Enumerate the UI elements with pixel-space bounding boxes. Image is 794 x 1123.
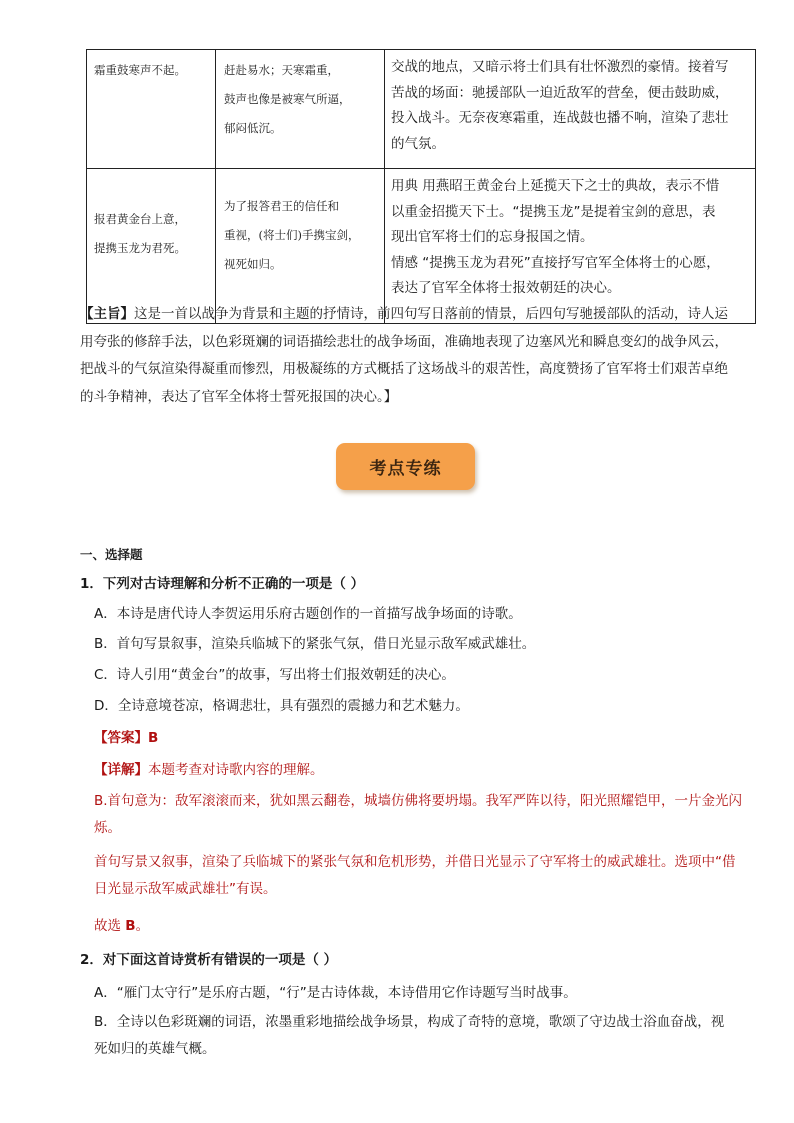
explanation-1: B.首句意为：敌军滚滚而来，犹如黑云翻卷，城墙仿佛将要坍塌。我军严阵以待，阳光照耀铠甲，一片金光闪烁。 [94, 793, 743, 836]
question-2-option-a: A．“雁门太守行”是乐府古题，“行”是古诗体裁，本诗借用它作诗题写当时战事。 [94, 985, 577, 1001]
translation-line: 重视，(将士们)手携宝剑， [224, 228, 360, 242]
question-1-option-a: A．本诗是唐代诗人李贺运用乐府古题创作的一首描写战争场面的诗歌。 [94, 606, 522, 622]
conclusion-prefix: 故选 [94, 918, 126, 934]
analysis-line: 现出官军将士们的忘身报国之情。 [391, 229, 594, 245]
translation-line: 视死如归。 [224, 257, 282, 271]
translation-line: 为了报答君王的信任和 [224, 199, 339, 213]
translation-cell [216, 50, 385, 169]
main-idea-text: 这是一首以战争为背景和主题的抒情诗，前四句写日落前的情景，后四句写驰援部队的活动，诗人运用夸张的修辞手法，以色彩斑斓的词语描绘悲壮的战争场面，准确地表现了边塞风光和瞬息变幻的战争风云，把战斗的气氛渲染得凝重而惨烈，用极凝练的方式概括了这场战斗的艰苦性，高度赞扬了官军将士们艰苦卓绝的斗争精神，表达了官军全体将士誓死报国的决心。】 [80, 306, 728, 405]
question-1-option-b: B．首句写景叙事，渲染兵临城下的紧张气氛，借日光显示敌军威武雄壮。 [94, 636, 536, 652]
translation-line: 鼓声也像是被寒气所逼， [224, 92, 351, 106]
detail-text: 本题考查对诗歌内容的理解。 [148, 762, 324, 778]
analysis-line: 苦战的场面：驰援部队一迫近敌军的营垒，便击鼓助威， [391, 84, 729, 101]
analysis-line: 投入战斗。无奈夜寒霜重，连战鼓也播不响，渲染了悲壮 [391, 110, 729, 126]
detail-line [94, 758, 324, 778]
explanation-2: 首句写景又叙事，渲染了兵临城下的紧张气氛和危机形势，并借日光显示了守军将士的威武雄壮。选项中“借日光显示敌军威武雄壮”有误。 [94, 854, 736, 897]
question-1-option-c: C．诗人引用“黄金台”的故事，写出将士们报效朝廷的决心。 [94, 667, 455, 683]
question-2-option-b: B．全诗以色彩斑斓的词语，浓墨重彩地描绘战争场景，构成了奇特的意境，歌颂了守边战士浴血奋战，视死如归的英雄气概。 [94, 1014, 725, 1057]
conclusion-answer: B [125, 918, 136, 934]
original-line-cell [87, 50, 216, 169]
main-idea-paragraph [80, 301, 732, 411]
analysis-line: 表达了官军全体将士报效朝廷的决心。 [391, 280, 621, 296]
table-row [87, 50, 756, 169]
original-line: 霜重鼓寒声不起。 [94, 63, 186, 77]
conclusion [94, 914, 149, 934]
analysis-line: 交战的地点，又暗示将士们具有壮怀激烈的豪情。接着写 [391, 59, 729, 75]
poem-analysis-table [86, 49, 756, 324]
analysis-line: 的气氛。 [391, 135, 445, 152]
question-1-option-d: D．全诗意境苍凉，格调悲壮，具有强烈的震撼力和艺术魅力。 [94, 698, 469, 714]
original-line: 提携玉龙为君死。 [94, 241, 186, 255]
detail-label: 【详解】 [94, 762, 148, 778]
analysis-line: 情感 “提携玉龙为君死”直接抒写官军全体将士的心愿， [391, 254, 720, 271]
section-title: 一、选择题 [80, 547, 143, 562]
analysis-cell [385, 50, 756, 169]
translation-line: 郁闷低沉。 [224, 121, 282, 135]
answer-label: 【答案】B [94, 730, 159, 746]
main-idea-label: 【主旨】 [80, 306, 134, 322]
analysis-line: 用典 用燕昭王黄金台上延揽天下之士的典故，表示不惜 [391, 178, 720, 194]
analysis-line: 以重金招揽天下士。“提携玉龙”是提着宝剑的意思，表 [391, 203, 716, 220]
translation-line: 赶赴易水；天寒霜重， [224, 63, 339, 77]
section-badge: 考点专练 [336, 443, 475, 490]
original-line: 报君黄金台上意， [94, 212, 186, 226]
question-2-stem: 2．对下面这首诗赏析有错误的一项是（ ） [80, 952, 338, 968]
question-1-stem: 1．下列对古诗理解和分析不正确的一项是（ ） [80, 576, 365, 592]
conclusion-suffix: 。 [135, 918, 150, 934]
